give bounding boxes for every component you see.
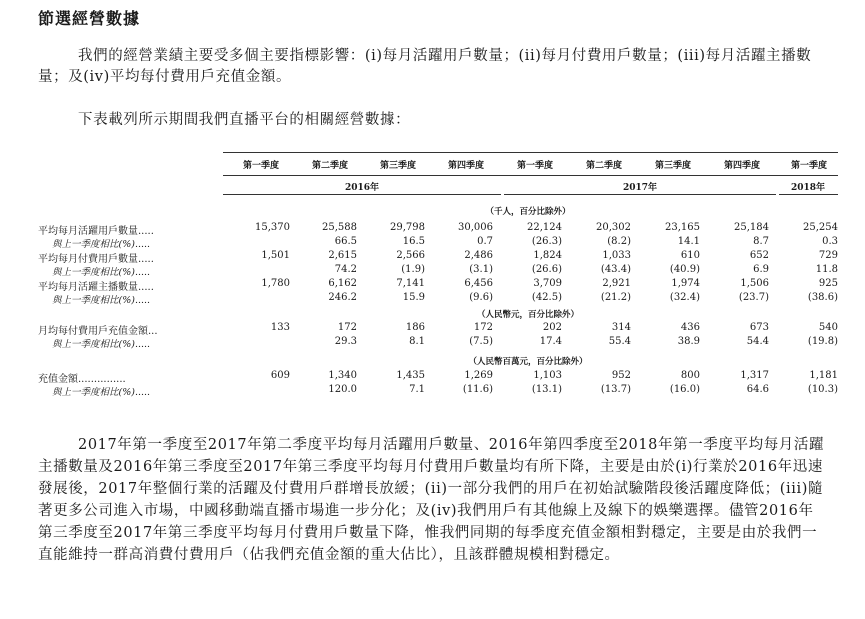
year-2017-rule [504,194,776,195]
table-row-change [38,236,838,249]
table-cell: 14.1 [677,236,700,247]
table-cell: (32.4) [669,292,700,303]
table-cell: 7,141 [396,278,425,289]
unit-label-rmb-million: （人民幣百萬元，百分比除外） [468,357,588,367]
table-cell: (9.6) [469,292,493,303]
table-cell: (8.2) [607,236,631,247]
table-cell: 55.4 [608,336,631,347]
table-cell: 0.3 [822,236,838,247]
quarter-rule [223,175,838,176]
table-row-metric [38,322,838,335]
unit-label-rmb: （人民幣元，百分比除外） [476,310,579,320]
table-row-metric [38,222,838,235]
table-cell: 436 [680,322,700,333]
row-label: 與上一季度相比(%)..... [52,387,151,398]
row-label: 與上一季度相比(%)..... [52,239,151,250]
table-cell: 38.9 [677,336,700,347]
table-cell: 2,615 [328,250,357,261]
table-cell: 11.8 [815,264,838,275]
table-cell: 8.7 [753,236,769,247]
quarter-header-9: 第一季度 [790,161,827,171]
table-cell: 314 [611,322,631,333]
table-cell: 25,254 [803,222,838,233]
table-cell: (11.6) [462,384,493,395]
table-cell: 15,370 [255,222,290,233]
table-row-change [38,292,838,305]
table-cell: 1,103 [533,370,562,381]
year-2017-label: 2017年 [622,183,658,193]
table-cell: 22,124 [527,222,562,233]
quarter-header-1: 第一季度 [242,161,279,171]
table-cell: 652 [749,250,769,261]
table-cell: 15.9 [402,292,425,303]
table-cell: 66.5 [334,236,357,247]
row-label: 平均每月活躍用戶數量..... [38,226,154,237]
year-2016-rule [223,194,501,195]
table-row-metric [38,370,838,383]
table-cell: 1,501 [261,250,290,261]
table-cell: 952 [611,370,631,381]
table-cell: 1,317 [740,370,769,381]
table-cell: 74.2 [334,264,357,275]
table-cell: (43.4) [600,264,631,275]
quarter-header-8: 第四季度 [723,161,760,171]
table-cell: 610 [680,250,700,261]
table-cell: (38.6) [807,292,838,303]
table-cell: 186 [405,322,425,333]
table-cell: 1,435 [396,370,425,381]
quarter-header-6: 第二季度 [585,161,622,171]
table-cell: 1,974 [671,278,700,289]
table-cell: 1,269 [464,370,493,381]
table-cell: 729 [818,250,838,261]
table-cell: 120.0 [328,384,357,395]
table-cell: 1,780 [261,278,290,289]
section-heading: 節選經營數據 [38,9,141,28]
table-row-change [38,264,838,277]
table-cell: 2,486 [464,250,493,261]
table-cell: (21.2) [600,292,631,303]
table-cell: 30,006 [458,222,493,233]
table-top-rule [223,152,838,153]
table-cell: 16.5 [402,236,425,247]
table-cell: 1,181 [809,370,838,381]
table-cell: 54.4 [746,336,769,347]
row-label: 與上一季度相比(%)..... [52,267,151,278]
table-cell: (10.3) [807,384,838,395]
table-cell: 29.3 [334,336,357,347]
quarter-header-5: 第一季度 [516,161,553,171]
table-cell: (7.5) [469,336,493,347]
table-row-change [38,336,838,349]
unit-label-thousands: （千人，百分比除外） [485,207,571,217]
table-cell: 540 [818,322,838,333]
table-cell: 800 [680,370,700,381]
year-2018-label: 2018年 [790,183,826,193]
row-label: 與上一季度相比(%)..... [52,295,151,306]
table-cell: 25,184 [734,222,769,233]
table-row-change [38,384,838,397]
table-cell: 1,033 [602,250,631,261]
table-cell: 7.1 [409,384,425,395]
table-cell: 673 [749,322,769,333]
table-row-metric [38,278,838,291]
table-cell: 1,340 [328,370,357,381]
table-cell: 64.6 [746,384,769,395]
table-cell: 133 [270,322,290,333]
table-cell: (13.7) [600,384,631,395]
table-cell: 609 [270,370,290,381]
table-cell: 0.7 [477,236,493,247]
table-cell: 202 [542,322,562,333]
table-cell: (13.1) [531,384,562,395]
quarter-header-4: 第四季度 [447,161,484,171]
table-cell: (19.8) [807,336,838,347]
table-cell: 25,588 [322,222,357,233]
table-intro-paragraph: 下表載列所示期間我們直播平台的相關經營數據： [78,112,411,128]
table-cell: 23,165 [665,222,700,233]
quarter-header-2: 第二季度 [311,161,348,171]
table-cell: 2,566 [396,250,425,261]
table-cell: 1,824 [533,250,562,261]
quarter-header-7: 第三季度 [654,161,691,171]
table-cell: 172 [473,322,493,333]
year-2018-rule [779,194,838,195]
table-cell: 17.4 [539,336,562,347]
table-cell: 172 [337,322,357,333]
table-cell: (40.9) [669,264,700,275]
table-cell: 925 [818,278,838,289]
row-label: 月均每付費用戶充值金額... [38,326,158,337]
table-cell: 246.2 [328,292,357,303]
table-cell: (26.3) [531,236,562,247]
table-cell: (23.7) [738,292,769,303]
row-label: 平均每月活躍主播數量..... [38,282,154,293]
intro-paragraph: 我們的經營業績主要受多個主要指標影響：(i)每月活躍用戶數量；(ii)每月付費用戶數量；(iii)每月活躍主播數量；及(iv)平均每付費用戶充值金額。 [38,48,812,85]
table-cell: 8.1 [409,336,425,347]
table-cell: (42.5) [531,292,562,303]
quarter-header-3: 第三季度 [379,161,416,171]
row-label: 與上一季度相比(%)..... [52,339,151,350]
conclusion-paragraph: 2017年第一季度至2017年第二季度平均每月活躍用戶數量、2016年第四季度至2018年第一季度平均每月活躍主播數量及2016年第三季度至2017年第三季度平均每月付費用戶數量均有所下降，主要是由於(i)行業於2016年迅速發展後，2017年整個行業的活躍及付費用戶群增長放緩；(ii)一部分我們的用戶在初始試驗階段後活躍度降低；(iii)隨著更多公司進入市場，中國移動端直播市場進一步分化；及(iv)我們用戶有其他線上及線下的娛樂選擇。儘管2016年第三季度至2017年第三季度平均每月付費用戶數量下降，惟我們同期的每季度充值金額相對穩定，主要是由於我們一直能維持一群高消費付費用戶（佔我們充值金額的重大佔比），且該群體規模相對穩定。 [38,437,825,563]
table-cell: (16.0) [669,384,700,395]
table-cell: 2,921 [602,278,631,289]
table-cell: 3,709 [533,278,562,289]
table-cell: 6,162 [328,278,357,289]
table-cell: 1,506 [740,278,769,289]
table-cell: (1.9) [401,264,425,275]
table-cell: 20,302 [596,222,631,233]
table-cell: 6.9 [753,264,769,275]
table-cell: (3.1) [469,264,493,275]
table-cell: 6,456 [464,278,493,289]
row-label: 充值金額............... [38,374,126,385]
table-cell: (26.6) [531,264,562,275]
table-row-metric [38,250,838,263]
table-cell: 29,798 [390,222,425,233]
row-label: 平均每月付費用戶數量..... [38,254,154,265]
year-2016-label: 2016年 [344,183,380,193]
